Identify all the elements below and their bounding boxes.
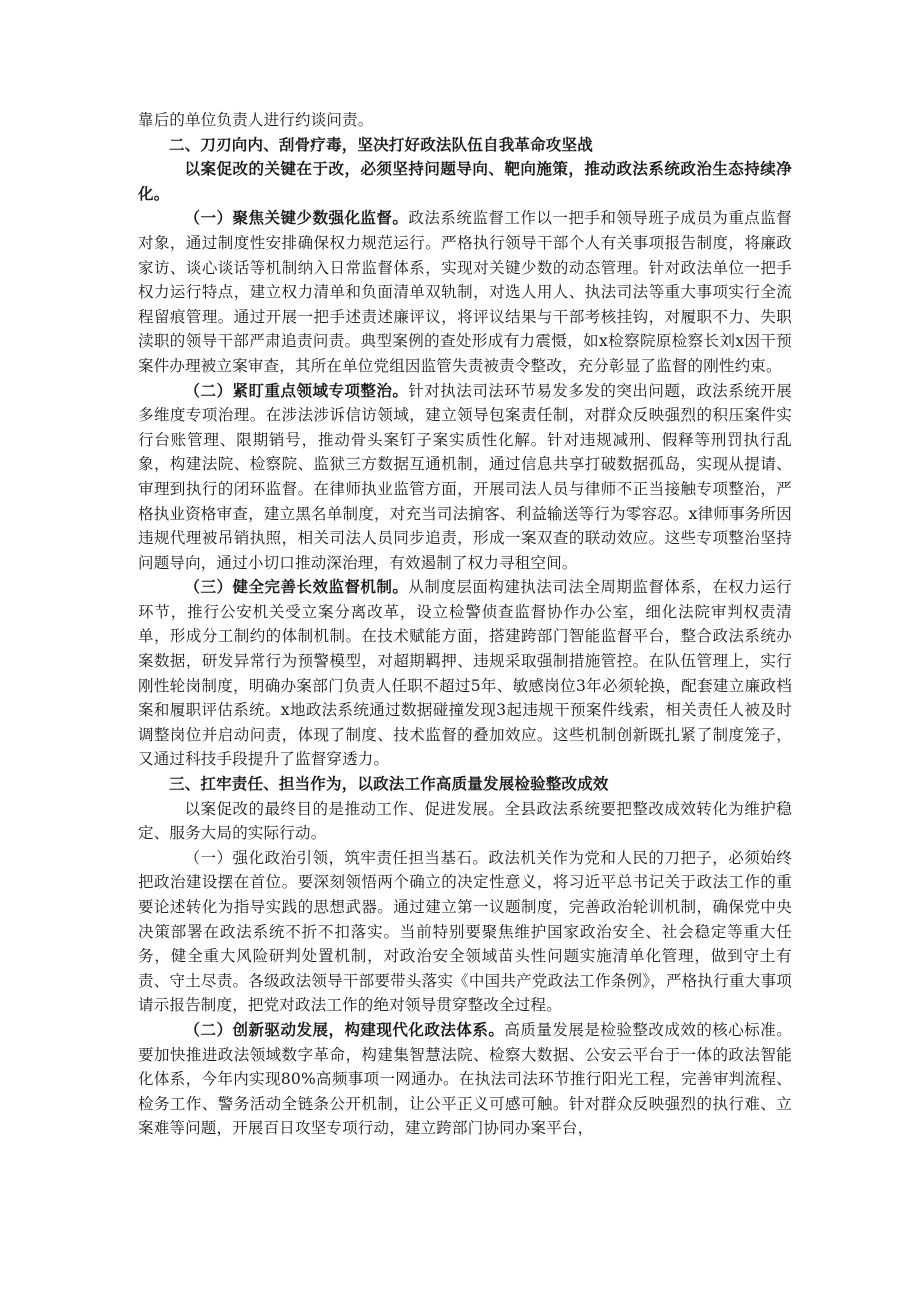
document-page (138, 108, 792, 1141)
section-heading-3: 三、扛牢责任、担当作为，以政法工作高质量发展检验整改成效 (169, 774, 609, 794)
section-heading-2: 二、刀刃向内、刮骨疗毒，坚决打好政法队伍自我革命攻坚战 (169, 134, 593, 154)
paragraph-innovation (138, 1018, 792, 1141)
paragraph-long-term-mechanism (138, 575, 792, 772)
paragraph-lead: （一）强化政治引领，筑牢责任担当基石。 (184, 848, 489, 867)
paragraph-body: 高质量发展是检验整改成效的核心标准。要加快推进政法领域数字革命，构建集智慧法院、检察大数据、公安云平台于一体的政法智能化体系，今年内实现80%高频事项一网通办。在执法司法环节推行阳光工程，完善审判流程、检务工作、警务活动全链条公开机制，让公平正义可感可触。针对群众反映强烈的执行难、立案难等问题，开展百日攻坚专项行动，建立跨部门协同办案平台， (138, 1020, 792, 1138)
paragraph-special-rectification (138, 379, 792, 576)
paragraph-lead: （二）紧盯重点领域专项整治。 (184, 380, 409, 400)
paragraph-key-minority (138, 206, 792, 378)
paragraph-body: 从制度层面构建执法司法全周期监督体系，在权力运行环节，推行公安机关受立案分离改革，设立检警侦查监督协作办公室，细化法院审判权责清单，形成分工制约的体制机制。在技术赋能方面，搭建跨部门智能监督平台，整合政法系统办案数据，研发异常行为预警模型，对超期羁押、违规采取强制措施管控。在队伍管理上，实行刚性轮岗制度，明确办案部门负责人任职不超过5年、敏感岗位3年必须轮换，配套建立廉政档案和履职评估系统。x地政法系统通过数据碰撞发现3起违规干预案件线索，相关责任人被及时调整岗位并启动问责，体现了制度、技术监督的叠加效应。这些机制创新既扎紧了制度笼子，又通过科技手段提升了监督穿透力。 (138, 578, 792, 769)
paragraph-lead: （三）健全完善长效监督机制。 (184, 577, 409, 597)
paragraph-lead: （二）创新驱动发展，构建现代化政法体系。 (184, 1019, 505, 1039)
paragraph-body: 针对执法司法环节易发多发的突出问题，政法系统开展多维度专项治理。在涉法涉诉信访领域，建立领导包案责任制，对群众反映强烈的积压案件实行台账管理、限期销号，推动骨头案钉子案实质性化解。针对违规减刑、假释等刑罚执行乱象，构建法院、检察院、监狱三方数据互通机制，通过信息共享打破数据孤岛，实现从提请、审理到执行的闭环监督。在律师执业监管方面，开展司法人员与律师不正当接触专项整治，严格执业资格审查，建立黑名单制度，对充当司法掮客、利益输送等行为零容忍。x律师事务所因违规代理被吊销执照，相关司法人员同步追责，形成一案双查的联动效应。这些专项整治坚持问题导向，通过小切口推动深治理，有效遏制了权力寻租空间。 (138, 381, 792, 572)
paragraph-continuation: 靠后的单位负责人进行约谈问责。 (138, 111, 374, 129)
paragraph-political-guidance (138, 846, 792, 1018)
paragraph-body: 政法机关作为党和人民的刀把子，必须始终把政治建设摆在首位。要深刻领悟两个确立的决定性意义，将习近平总书记关于政法工作的重要论述转化为指导实践的思想武器。通过建立第一议题制度，完善政治轮训机制，确保党中央决策部署在政法系统不折不扣落实。当前特别要聚焦维护国家政治安全、社会稳定等重大任务，健全重大风险研判处置机制，对政治安全领域苗头性问题实施清单化管理，做到守土有责、守土尽责。各级政法领导干部要带头落实《中国共产党政法工作条例》，严格执行重大事项请示报告制度，把党对政法工作的绝对领导贯穿整改全过程。 (138, 848, 792, 1015)
paragraph-lead: （一）聚焦关键少数强化监督。 (184, 208, 409, 228)
bold-statement: 以案促改的关键在于改，必须坚持问题导向、靶向施策，推动政法系统政治生态持续净化。 (138, 159, 792, 203)
paragraph-section-intro: 以案促改的最终目的是推动工作、促进发展。全县政法系统要把整改成效转化为维护稳定、服务大局的实际行动。 (138, 799, 792, 843)
paragraph-body: 政法系统监督工作以一把手和领导班子成员为重点监督对象，通过制度性安排确保权力规范运行。严格执行领导干部个人有关事项报告制度，将廉政家访、谈心谈话等机制纳入日常监督体系，实现对关键少数的动态管理。针对政法单位一把手权力运行特点，建立权力清单和负面清单双轨制，对选人用人、执法司法等重大事项实行全流程留痕管理。通过开展一把手述责述廉评议，将评议结果与干部考核挂钩，对履职不力、失职渎职的领导干部严肃追责问责。典型案例的查处形成有力震慑，如x检察院原检察长刘x因干预案件办理被立案审查，其所在单位党组因监管失责被责令整改，充分彰显了监督的刚性约束。 (138, 209, 792, 375)
